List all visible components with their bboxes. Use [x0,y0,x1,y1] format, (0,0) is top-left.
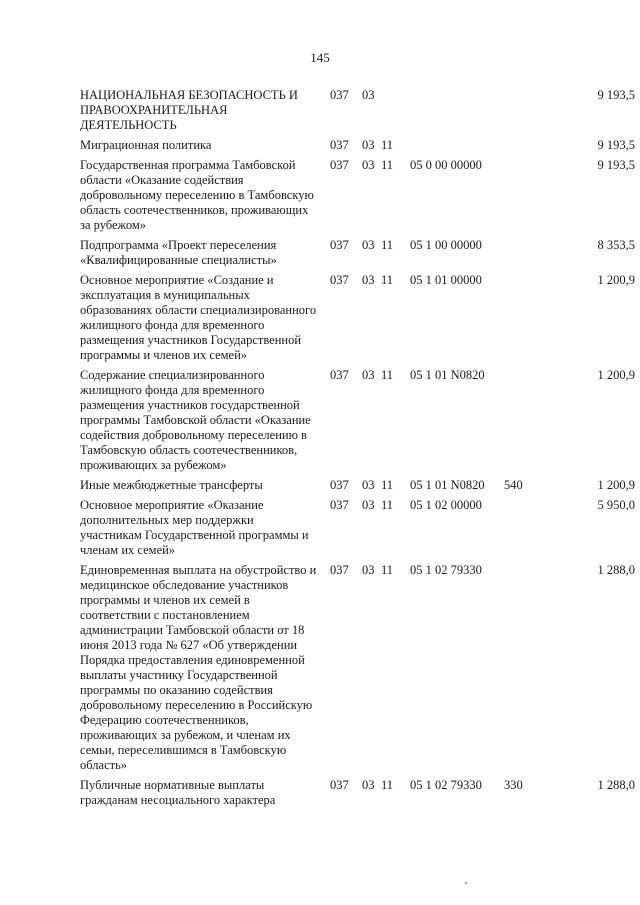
row-section-code: 03 [362,563,375,577]
row-subsection-code: 11 [381,478,394,492]
row-name: Миграционная политика [80,138,212,152]
row-amount: 8 353,5 [597,238,635,252]
row-vedom-code: 037 [330,88,349,102]
row-name: Государственная программа Тамбовской области «Оказание содействия добровольному переселению в Тамбовскую область соотечественников, проживающих за рубежом» [80,158,314,232]
row-target-article-code: 05 1 00 00000 [410,238,482,252]
row-section-code: 03 [362,498,375,512]
row-target-article-code: 05 1 02 79330 [410,778,482,792]
row-amount: 9 193,5 [597,138,635,152]
row-target-article-code: 05 1 01 00000 [410,273,482,287]
row-section-code: 03 [362,273,375,287]
row-name: Иные межбюджетные трансферты [80,478,263,492]
row-name: НАЦИОНАЛЬНАЯ БЕЗОПАСНОСТЬ И ПРАВООХРАНИТЕЛЬНАЯ ДЕЯТЕЛЬНОСТЬ [80,88,298,132]
row-vedom-code: 037 [330,778,349,792]
row-amount: 9 193,5 [597,158,635,172]
row-amount: 9 193,5 [597,88,635,102]
row-name: Публичные нормативные выплаты гражданам несоциального характера [80,778,276,807]
row-name: Подпрограмма «Проект переселения «Квалифицированные специалисты» [80,238,277,267]
table-row [80,498,640,558]
row-target-article-code: 05 1 01 N0820 [410,478,485,492]
row-amount: 1 200,9 [597,273,635,287]
row-name: Единовременная выплата на обустройство и медицинское обследование участников программы и членов их семей в соответствии с постановлением администрации Тамбовской области от 18 июня 2013 года № 627 «Об утверждении Порядка предоставления единовременной выплаты участнику Государственной программы по оказанию содействия добровольному переселению в Российскую Федерацию соотечественников, проживающих за рубежом, и членам их семьи, переселившимся в Тамбовскую область» [80,563,317,772]
row-subsection-code: 11 [381,498,394,512]
budget-table [80,88,640,813]
row-subsection-code: 11 [381,273,394,287]
row-amount: 5 950,0 [597,498,635,512]
row-section-code: 03 [362,88,375,102]
row-subsection-code: 11 [381,158,394,172]
table-row [80,238,640,268]
row-name: Основное мероприятие «Оказание дополнительных мер поддержки участникам Государственной программы и членам их семей» [80,498,309,557]
table-row [80,273,640,363]
row-subsection-code: 11 [381,238,394,252]
row-expense-type-code: 540 [504,478,523,492]
row-vedom-code: 037 [330,498,349,512]
scan-speck [465,882,467,884]
row-subsection-code: 11 [381,563,394,577]
row-section-code: 03 [362,478,375,492]
row-target-article-code: 05 1 02 00000 [410,498,482,512]
row-vedom-code: 037 [330,478,349,492]
table-row [80,368,640,473]
row-target-article-code: 05 1 02 79330 [410,563,482,577]
row-section-code: 03 [362,238,375,252]
row-vedom-code: 037 [330,138,349,152]
row-section-code: 03 [362,778,375,792]
row-section-code: 03 [362,158,375,172]
row-amount: 1 288,0 [597,563,635,577]
row-subsection-code: 11 [381,368,394,382]
table-row [80,158,640,233]
row-vedom-code: 037 [330,563,349,577]
row-vedom-code: 037 [330,158,349,172]
row-vedom-code: 037 [330,368,349,382]
row-amount: 1 288,0 [597,778,635,792]
table-row [80,478,640,493]
row-amount: 1 200,9 [597,368,635,382]
row-target-article-code: 05 0 00 00000 [410,158,482,172]
row-vedom-code: 037 [330,273,349,287]
row-vedom-code: 037 [330,238,349,252]
row-expense-type-code: 330 [504,778,523,792]
row-section-code: 03 [362,368,375,382]
row-target-article-code: 05 1 01 N0820 [410,368,485,382]
table-row [80,138,640,153]
row-name: Основное мероприятие «Создание и эксплуатация в муниципальных образованиях области специализированного жилищного фонда для временного размещения участников Государственной программы и членов их семей» [80,273,317,362]
row-name: Содержание специализированного жилищного фонда для временного размещения участников государственной программы Тамбовской области «Оказание содействия добровольному переселению в Тамбовскую область соотечественников, проживающих за рубежом» [80,368,311,472]
table-row [80,563,640,773]
page-number: 145 [310,50,330,65]
row-section-code: 03 [362,138,375,152]
row-subsection-code: 11 [381,138,394,152]
table-row [80,778,640,808]
row-subsection-code: 11 [381,778,394,792]
table-row [80,88,640,133]
row-amount: 1 200,9 [597,478,635,492]
